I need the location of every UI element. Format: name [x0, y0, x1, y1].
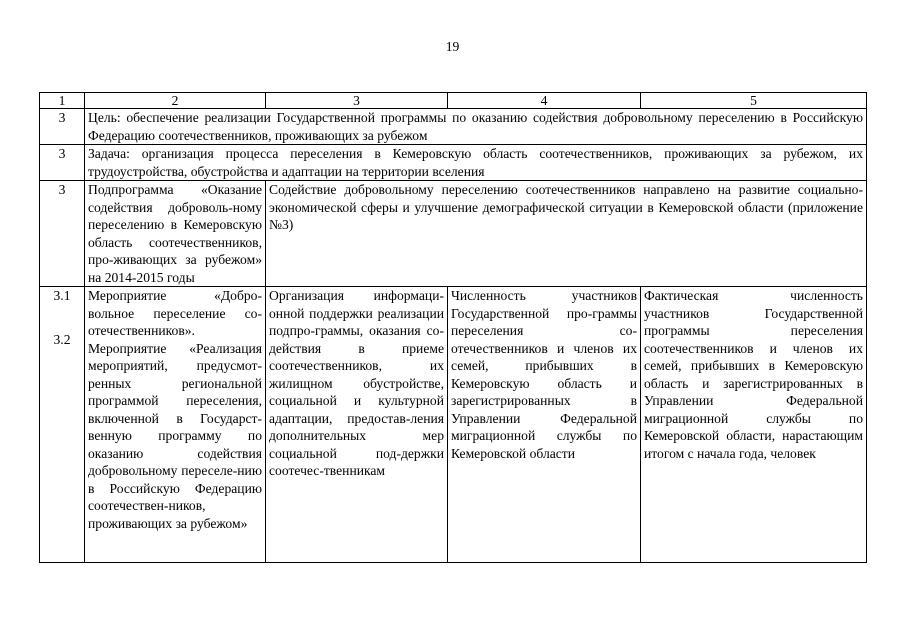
- header-cell-5: 5: [641, 93, 867, 109]
- measures-row: [40, 287, 867, 563]
- measures-actions: Организация информаци-онной поддержки реализации подпро-граммы, оказания со-действия в приеме соотечественников, их жилищном обустройстве, социальной и культурной адаптации, предостав-ления дополнительных мер социальной под-держки соотечес-твенникам: [266, 287, 448, 563]
- measure-1-text: Мероприятие «Добро-вольное переселение со-отечественников».: [88, 288, 262, 338]
- header-cell-3: 3: [266, 93, 448, 109]
- subprogram-description: Содействие добровольному переселению соотечественников направлено на развитие социально-экономической сферы и улучшение демографической ситуации в Кемеровской области (приложение №3): [266, 181, 867, 287]
- page-number: 19: [445, 39, 460, 54]
- header-cell-2: 2: [85, 93, 266, 109]
- subprogram-name: Подпрограмма «Оказание содействия доброволь-ному переселению в Кемеровскую область соотечественников, про-живающих за рубежом» на 2014-2015 годы: [85, 181, 266, 287]
- measure-number-1: 3.1: [53, 288, 71, 303]
- goal-text: Цель: обеспечение реализации Государственной программы по оказанию содействия добровольному переселению в Российскую Федерацию соотечественников, проживающих за рубежом: [85, 109, 867, 145]
- header-row: [40, 93, 867, 109]
- goal-row-number: 3: [40, 109, 85, 145]
- measures-indicator-cumulative: Фактическая численность участников Государственной программы переселения соотечественников и членов их семей, прибывших в Кемеровскую область и зарегистрированных в Управлении Федеральной миграционной службы по Кемеровской области, нарастающим итогом с начала года, человек: [641, 287, 867, 563]
- subprogram-row: [40, 181, 867, 287]
- task-text: Задача: организация процесса переселения в Кемеровскую область соотечественников, проживающих за рубежом, их трудоустройства, обустройства и адаптации на территории вселения: [85, 145, 867, 181]
- header-cell-4: 4: [448, 93, 641, 109]
- measures-names: [85, 287, 266, 563]
- header-cell-1: 1: [40, 93, 85, 109]
- measure-number-2: 3.2: [53, 331, 71, 347]
- measure-number-spacer: [43, 305, 81, 331]
- goal-row: [40, 109, 867, 145]
- task-row: [40, 145, 867, 181]
- measures-row-numbers: [40, 287, 85, 563]
- subprogram-row-number: 3: [40, 181, 85, 287]
- task-row-number: 3: [40, 145, 85, 181]
- measure-2-text: Мероприятие «Реализация мероприятий, предусмот-ренных региональной программой переселения, включенной в Государст-венную программу по оказанию содействия добровольному переселе-нию в Российскую Федерацию соотечествен-ников, проживающих за рубежом»: [88, 340, 262, 531]
- measures-indicator: Численность участников Государственной про-граммы переселения со-отечественников и членов их семей, прибывших в Кемеровскую область и зарегистрированных в Управлении Федеральной миграционной службы по Кемеровской области: [448, 287, 641, 563]
- program-table: [39, 92, 867, 563]
